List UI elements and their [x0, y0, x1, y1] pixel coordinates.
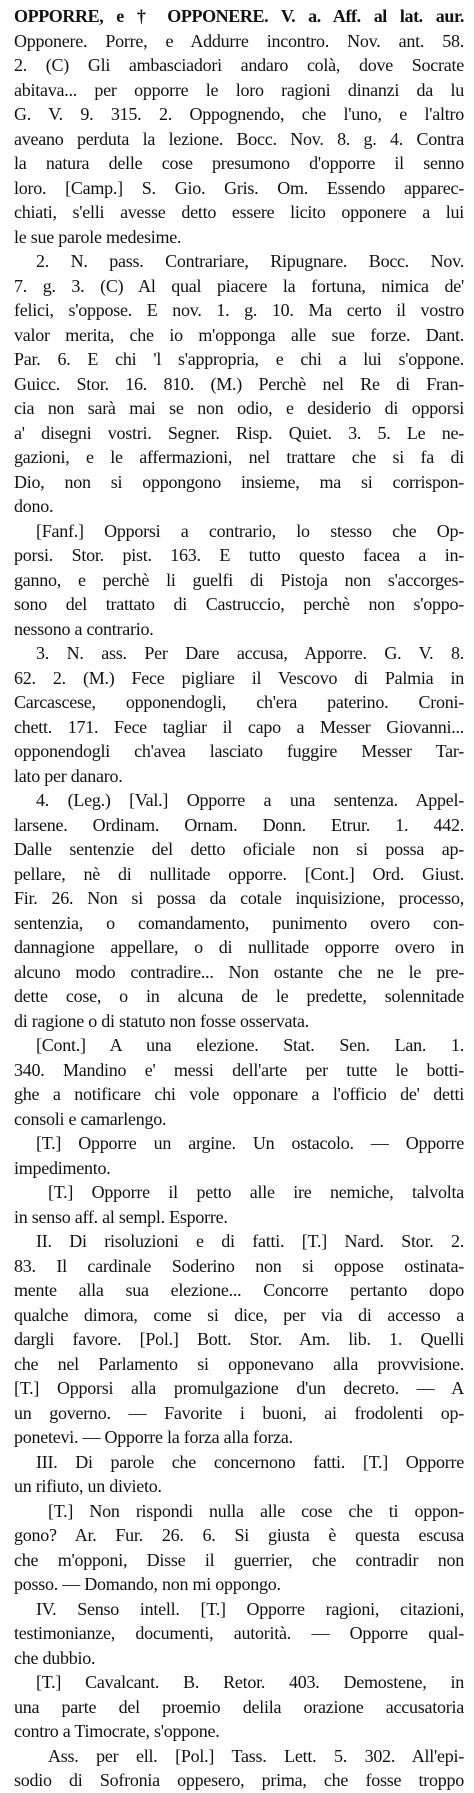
text-line: mente alla sua elezione... Concorre pertanto dopo	[14, 1280, 464, 1300]
text-line: [T.] Cavalcant. B. Retor. 403. Demostene, in	[36, 1672, 464, 1692]
text-line: consoli e camarlengo.	[14, 1108, 167, 1129]
dictionary-entry	[14, 4, 464, 1793]
text-line: IV. Senso intell. [T.] Opporre ragioni, citazioni,	[36, 1598, 464, 1619]
text-line: posso. — Domando, non mi oppongo.	[14, 1574, 281, 1594]
text-line: sono del trattato di Castruccio, perchè non s'oppo-	[14, 594, 464, 614]
text-line: testimonianze, documenti, autorità. — Opporre qual-	[14, 1623, 464, 1643]
text-line: Carcascese, opponendogli, ch'era paterino. Croni-	[14, 692, 464, 712]
entry-body	[14, 29, 464, 1793]
text-line: G. V. 9. 315. 2. Oppognendo, che l'uno, e l'altro	[14, 104, 464, 124]
text-line: la natura delle cose presumono d'opporre il senno	[14, 153, 464, 173]
text-line: 3. N. ass. Per Dare accusa, Apporre. G. V. 8.	[36, 643, 464, 663]
text-line: contro a Timocrate, s'oppone.	[14, 1721, 220, 1741]
text-line: loro. [Camp.] S. Gio. Gris. Om. Essendo apparec-	[14, 177, 464, 198]
text-line: lato per danaro.	[14, 765, 123, 786]
text-line: che dubbio.	[14, 1647, 96, 1668]
text-line: sentenzia, o comandamento, punimento overo con-	[14, 912, 464, 933]
text-line: 83. Il cardinale Soderino non si oppose ostinata-	[14, 1255, 464, 1276]
text-line: felici, s'oppose. E nov. 1. g. 10. Ma certo il vostro	[14, 300, 464, 320]
text-line: un governo. — Favorite i buoni, ai frodolenti op-	[14, 1402, 464, 1423]
text-line: che m'opponi, Disse il guerrier, che contradir non	[14, 1549, 464, 1570]
text-line: III. Di parole che concernono fatti. [T.] Opporre	[36, 1451, 464, 1472]
text-line: 2. N. pass. Contrariare, Ripugnare. Bocc. Nov.	[36, 251, 464, 271]
text-line: aveano perduta la lezione. Bocc. Nov. 8. g. 4. Contra	[14, 128, 464, 149]
text-line: chiati, s'elli avesse detto essere licito opponere a lui	[14, 202, 464, 222]
text-line: [Cont.] A una elezione. Stat. Sen. Lan. 1.	[36, 1035, 464, 1055]
text-line: Ass. per ell. [Pol.] Tass. Lett. 5. 302. All'epi-	[48, 1745, 464, 1766]
text-line: II. Di risoluzioni e di fatti. [T.] Nard. Stor. 2.	[36, 1231, 464, 1251]
text-line: che nel Parlamento si opponevano alla provvisione.	[14, 1353, 464, 1374]
text-line: Par. 6. E chi 'l s'appropria, e chi a lui s'oppone.	[14, 349, 464, 369]
text-line: nessono a contrario.	[14, 618, 154, 639]
text-line: [T.] Non rispondi nulla alle cose che ti oppon-	[48, 1500, 464, 1521]
text-line: dargli favore. [Pol.] Bott. Stor. Am. lib. 1. Quelli	[14, 1329, 464, 1349]
text-line: Guicc. Stor. 16. 810. (M.) Perchè nel Re di Fran-	[14, 373, 464, 394]
text-line: opponendogli ch'avea lasciato fuggire Messer Tar-	[14, 741, 464, 761]
text-line: 7. g. 3. (C) Al qual piacere la fortuna, nimica de'	[14, 275, 464, 296]
text-line: 2. (C) Gli ambasciadori andaro colà, dove Socrate	[14, 55, 464, 75]
text-line: un rifiuto, un divieto.	[14, 1476, 162, 1496]
text-line: Fir. 26. Non si possa da cotale inquisizione, processo,	[14, 888, 464, 908]
text-line: porsi. Stor. pist. 163. E tutto questo facea a in-	[14, 545, 464, 565]
text-line: valor merita, che io m'opponga alle sue forze. Dant.	[14, 324, 464, 345]
text-line: gazioni, e le affermazioni, nel trattare che si fa di	[14, 447, 464, 467]
text-line: cia non sarà mai se non odio, e desiderio di opporsi	[14, 398, 464, 418]
text-line: 340. Mandino e' messi dell'arte per tutte le botti-	[14, 1059, 464, 1080]
text-line: Dalle sentenzie del detto oficiale non si possa ap-	[14, 839, 464, 859]
text-line: alcuno modo contradire... Non ostante che ne le pre-	[14, 961, 464, 982]
text-line: di ragione o di statuto non fosse osservata.	[14, 1010, 309, 1031]
text-line: le sue parole medesime.	[14, 226, 182, 247]
text-line: impedimento.	[14, 1157, 111, 1178]
text-line: 62. 2. (M.) Fece pigliare il Vescovo di Palmia in	[14, 667, 464, 688]
text-line: una parte del proemio delila orazione accusatoria	[14, 1696, 464, 1717]
text-line: [T.] Opporre il petto alle ire nemiche, talvolta	[48, 1182, 464, 1202]
text-line: qualche dimora, come si dice, per via di accesso a	[14, 1304, 464, 1325]
entry-headword: OPPORRE, e † OPPONERE. V. a. Aff. al lat. aur.	[14, 6, 464, 26]
text-line: chett. 171. Fece tagliar il capo a Messer Giovanni...	[14, 716, 464, 737]
text-line: Opponere. Porre, e Addurre incontro. Nov. ant. 58.	[14, 30, 464, 51]
text-line: pellare, nè di nullitade opporre. [Cont.] Ord. Giust.	[14, 863, 464, 884]
text-line: dette cose, o in alcuna de le predette, solennitade	[14, 986, 464, 1006]
text-line: ponetevi. — Opporre la forza alla forza.	[14, 1427, 293, 1447]
text-line: larsene. Ordinam. Ornam. Donn. Etrur. 1. 442.	[14, 814, 464, 835]
text-line: sodio di Sofronia oppesero, prima, che fosse troppo	[14, 1770, 464, 1790]
text-line: gono? Ar. Fur. 26. 6. Si giusta è questa escusa	[14, 1525, 464, 1545]
text-line: [T.] Opporre un argine. Un ostacolo. — Opporre	[36, 1133, 464, 1153]
text-line: 4. (Leg.) [Val.] Opporre a una sentenza. Appel-	[36, 790, 464, 810]
text-line: [T.] Opporsi alla promulgazione d'un decreto. — A	[14, 1378, 464, 1398]
text-line: ghe a notificare chi vole opponare a l'officio de' detti	[14, 1084, 464, 1104]
text-line: ganno, e perchè li guelfi di Pistoja non s'accorges-	[14, 569, 464, 590]
text-line: a' disegni vostri. Segner. Risp. Quiet. 3. 5. Le ne-	[14, 422, 464, 443]
text-line: abitava... per opporre le loro ragioni dinanzi da lu	[14, 79, 464, 100]
text-line: dono.	[14, 496, 54, 516]
text-line: in senso aff. al sempl. Esporre.	[14, 1206, 228, 1227]
text-line: [Fanf.] Opporsi a contrario, lo stesso che Op-	[36, 520, 464, 541]
text-line: dannagione appellare, o di nullitade opporre overo in	[14, 937, 464, 957]
text-line: Dio, non si oppongono insieme, ma si corrispon-	[14, 471, 464, 492]
